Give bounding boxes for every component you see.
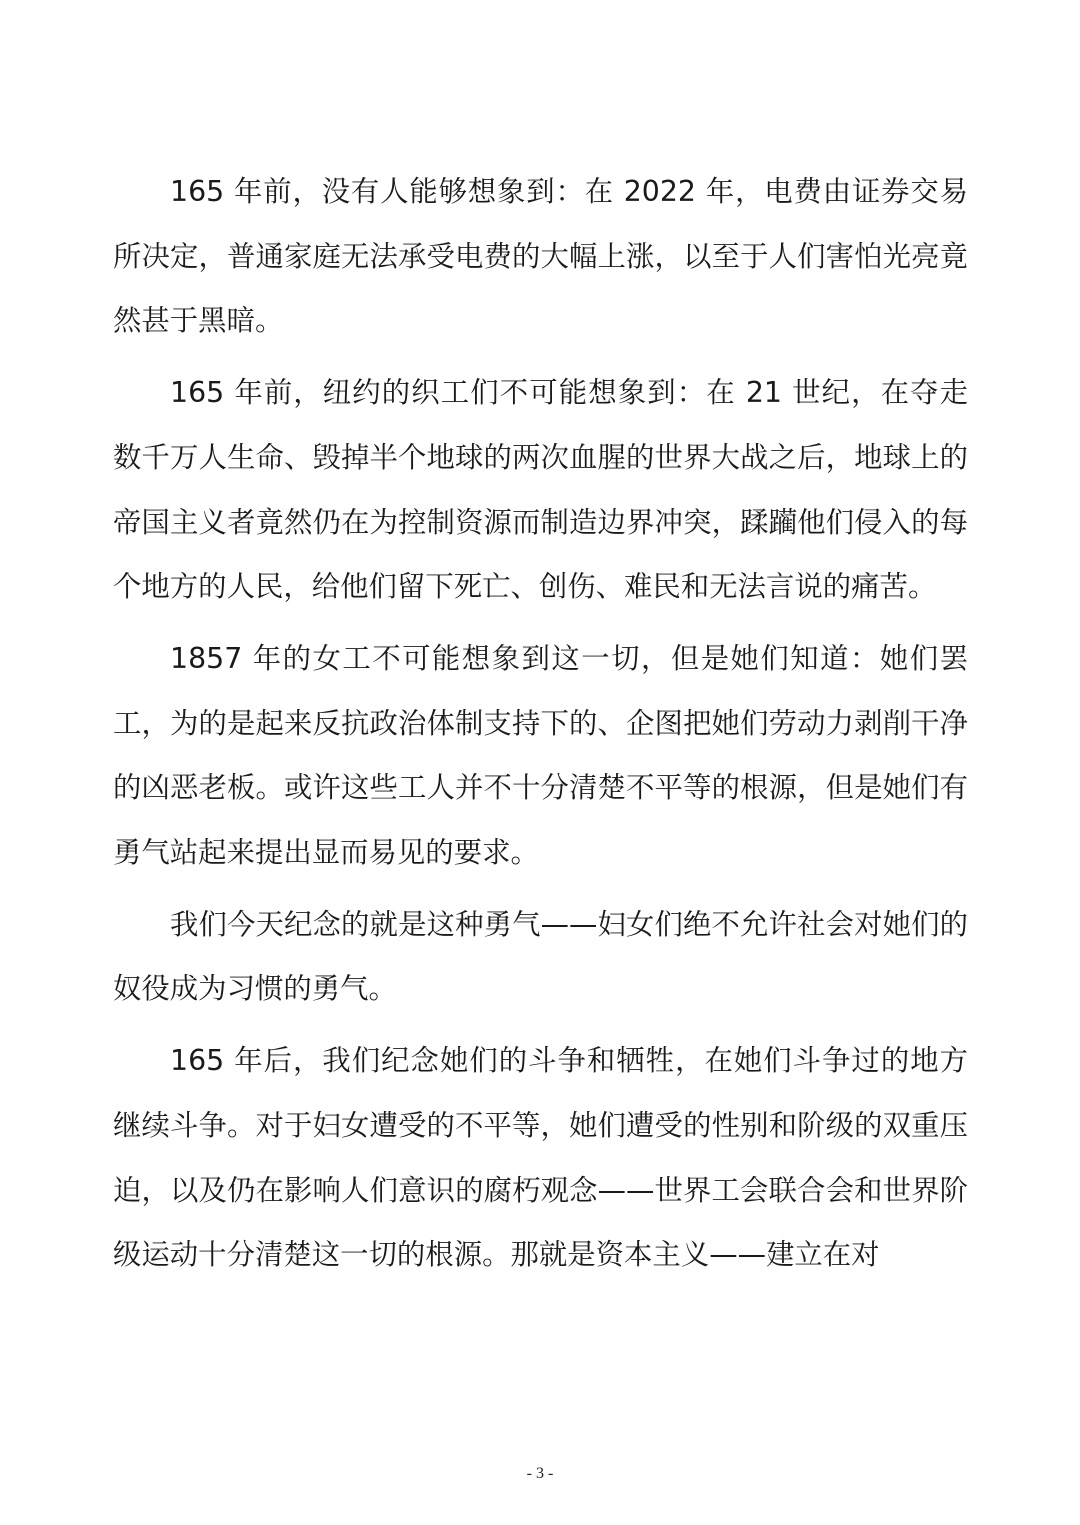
paragraph-1: 165 年前，没有人能够想象到：在 2022 年，电费由证券交易所决定，普通家庭无法承受电费的大幅上涨，以至于人们害怕光亮竟然甚于黑暗。: [113, 175, 968, 338]
page-number: - 3 -: [526, 1465, 554, 1482]
paragraph-4: 我们今天纪念的就是这种勇气——妇女们绝不允许社会对她们的奴役成为习惯的勇气。: [113, 907, 968, 1006]
paragraph-3: 1857 年的女工不可能想象到这一切，但是她们知道：她们罢工，为的是起来反抗政治体制支持下的、企图把她们劳动力剥削干净的凶恶老板。或许这些工人并不十分清楚不平等的根源，但是她们有勇气站起来提出显而易见的要求。: [113, 641, 968, 870]
document-body: [113, 160, 968, 1295]
paragraph-2: 165 年前，纽约的织工们不可能想象到：在 21 世纪，在夺走数千万人生命、毁掉半个地球的两次血腥的世界大战之后，地球上的帝国主义者竟然仍在为控制资源而制造边界冲突，蹂躏他们侵入的每个地方的人民，给他们留下死亡、创伤、难民和无法言说的痛苦。: [113, 376, 968, 604]
paragraph-5: 165 年后，我们纪念她们的斗争和牺牲，在她们斗争过的地方继续斗争。对于妇女遭受的不平等，她们遭受的性别和阶级的双重压迫，以及仍在影响人们意识的腐朽观念——世界工会联合会和世界阶级运动十分清楚这一切的根源。那就是资本主义——建立在对: [113, 1044, 968, 1272]
